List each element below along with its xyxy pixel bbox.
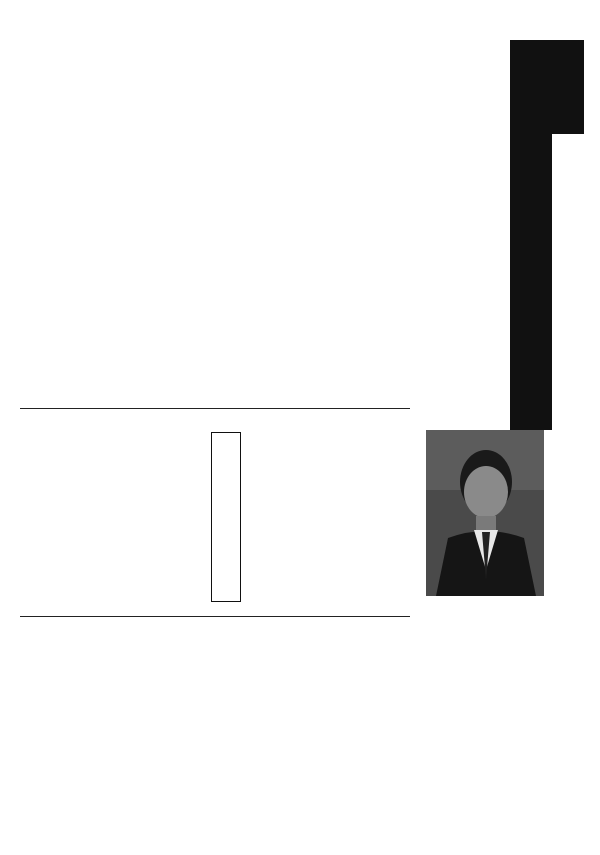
article-body-top-right (370, 66, 408, 396)
section-head-aoki (344, 72, 368, 272)
divider-bottom (20, 616, 410, 617)
headline-line1 (460, 64, 506, 414)
article-body-top (20, 66, 340, 396)
article-body-middle (20, 420, 206, 608)
portrait-photo-icon (426, 430, 544, 596)
series-tag (552, 40, 584, 134)
main-title (510, 40, 552, 430)
author-photo (426, 430, 544, 596)
section-head-structural (211, 432, 241, 602)
article-body-bottom (20, 628, 580, 808)
divider-top (20, 408, 410, 409)
headline-line2 (418, 64, 464, 414)
article-body-middle-right (246, 420, 422, 608)
